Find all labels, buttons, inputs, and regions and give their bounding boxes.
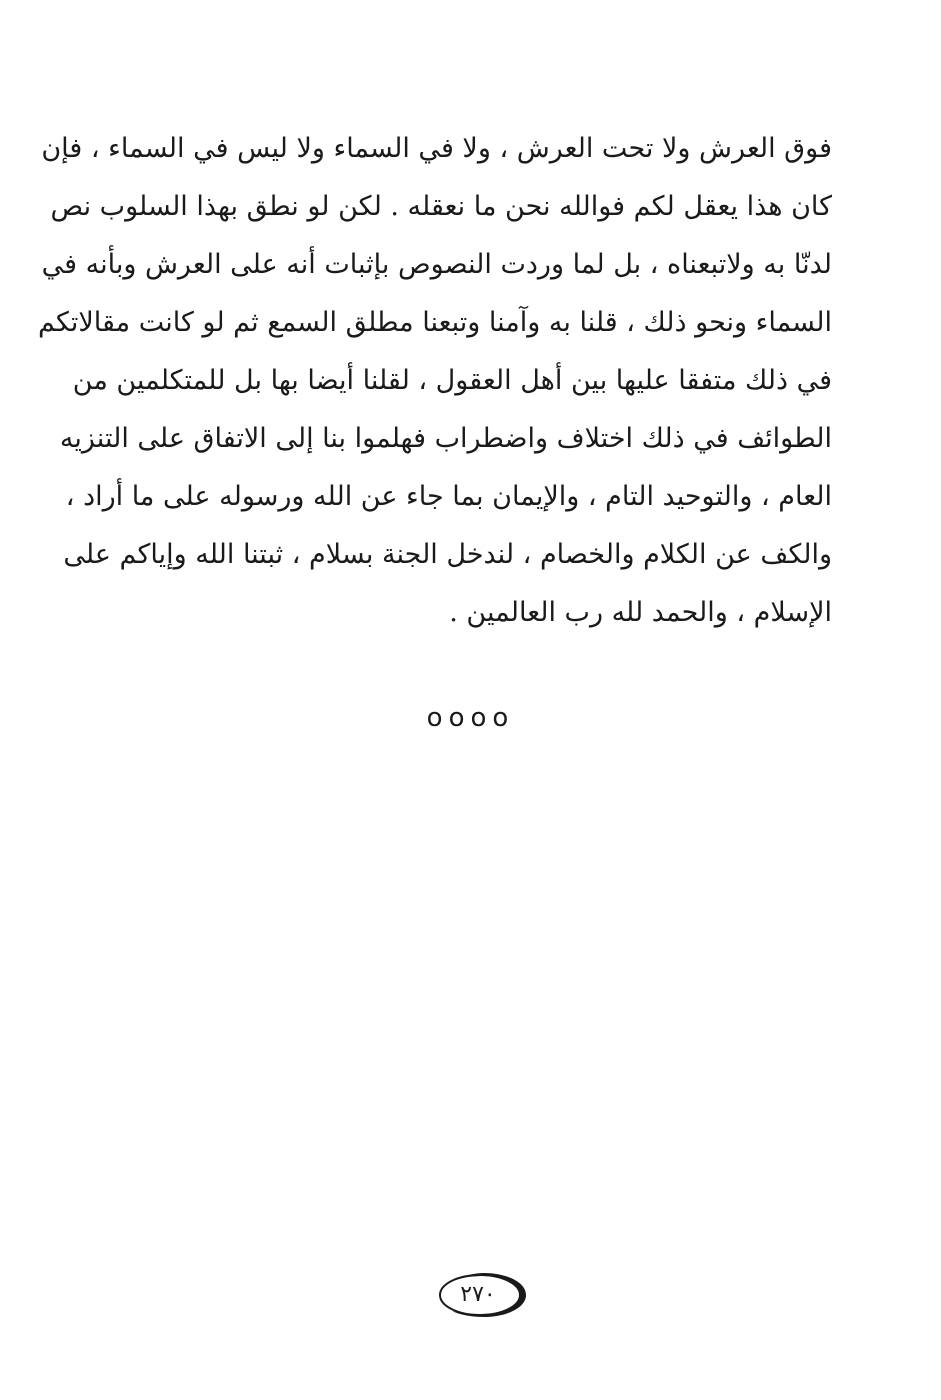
page-number-badge: [434, 1270, 528, 1320]
text-line-8: والكف عن الكلام والخصام ، لندخل الجنة بسلام ، ثبتنا الله وإياكم على: [63, 539, 832, 570]
text-line-5: في ذلك متفقا عليها بين أهل العقول ، لقلنا أيضا بها بل للمتكلمين من: [72, 365, 832, 396]
text-line-1: فوق العرش ولا تحت العرش ، ولا في السماء ولا ليس في السماء ، فإن: [41, 133, 832, 164]
page-number: ٢٧٠: [460, 1282, 496, 1307]
body-text: [37, 120, 832, 642]
text-line-3: لدنّا به ولاتبعناه ، بل لما وردت النصوص بإثبات أنه على العرش وبأنه في: [41, 249, 832, 280]
text-line-6: الطوائف في ذلك اختلاف واضطراب فهلموا بنا إلى الاتفاق على التنزيه: [59, 423, 832, 454]
text-line-7: العام ، والتوحيد التام ، والإيمان بما جاء عن الله ورسوله على ما أراد ،: [65, 481, 832, 512]
text-line-4: السماء ونحو ذلك ، قلنا به وآمنا وتبعنا مطلق السمع ثم لو كانت مقالاتكم: [37, 307, 832, 338]
section-separator: oooo: [426, 703, 515, 733]
text-line-9: الإسلام ، والحمد لله رب العالمين .: [449, 597, 832, 628]
text-line-2: كان هذا يعقل لكم فوالله نحن ما نعقله . لكن لو نطق بهذا السلوب نص: [50, 191, 832, 222]
